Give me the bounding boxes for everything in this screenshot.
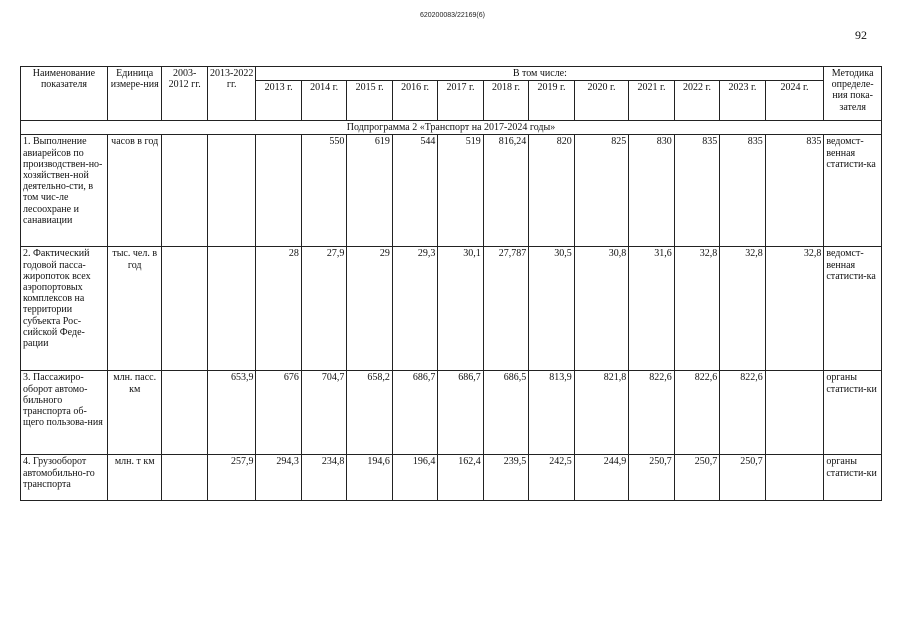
header-year-2020: 2020 г. (574, 81, 629, 121)
indicators-table (20, 66, 882, 501)
value-2015: 29 (347, 247, 392, 371)
value-2020: 825 (574, 135, 629, 247)
value-2022: 835 (674, 135, 719, 247)
header-year-2017: 2017 г. (438, 81, 483, 121)
value-2003-2012 (162, 135, 207, 247)
value-2013-2022 (207, 135, 256, 247)
value-2016: 686,7 (392, 371, 437, 455)
value-2024: 32,8 (765, 247, 824, 371)
value-2013: 28 (256, 247, 301, 371)
value-2015: 658,2 (347, 371, 392, 455)
header-method: Методика определе-ния пока-зателя (824, 67, 882, 121)
value-2016: 196,4 (392, 455, 437, 501)
value-2022: 250,7 (674, 455, 719, 501)
value-2003-2012 (162, 371, 207, 455)
value-2023: 32,8 (720, 247, 765, 371)
value-2021: 830 (629, 135, 674, 247)
value-2022: 822,6 (674, 371, 719, 455)
header-name: Наименование показателя (21, 67, 108, 121)
value-2019: 242,5 (529, 455, 574, 501)
header-year-2013: 2013 г. (256, 81, 301, 121)
indicator-method: органы статисти-ки (824, 455, 882, 501)
header-year-2014: 2014 г. (301, 81, 346, 121)
value-2020: 244,9 (574, 455, 629, 501)
value-2019: 30,5 (529, 247, 574, 371)
subprogram-title: Подпрограмма 2 «Транспорт на 2017-2024 годы» (21, 121, 882, 135)
value-2018: 816,24 (483, 135, 528, 247)
header-unit: Единица измере-ния (107, 67, 162, 121)
value-2013-2022: 257,9 (207, 455, 256, 501)
table-row (21, 455, 882, 501)
value-2024: 835 (765, 135, 824, 247)
value-2019: 813,9 (529, 371, 574, 455)
page-number: 92 (855, 28, 867, 42)
table-row (21, 135, 882, 247)
value-2023: 822,6 (720, 371, 765, 455)
value-2021: 822,6 (629, 371, 674, 455)
value-2023: 250,7 (720, 455, 765, 501)
value-2017: 686,7 (438, 371, 483, 455)
value-2013-2022: 653,9 (207, 371, 256, 455)
header-year-2015: 2015 г. (347, 81, 392, 121)
value-2024 (765, 455, 824, 501)
indicator-unit: млн. пасс. км (107, 371, 162, 455)
value-2016: 544 (392, 135, 437, 247)
header-year-2018: 2018 г. (483, 81, 528, 121)
indicator-unit: тыс. чел. в год (107, 247, 162, 371)
value-2015: 619 (347, 135, 392, 247)
value-2003-2012 (162, 247, 207, 371)
value-2019: 820 (529, 135, 574, 247)
header-period-2003-2012: 2003-2012 гг. (162, 67, 207, 121)
indicator-name: 4. Грузооборот автомобильно-го транспорта (21, 455, 108, 501)
value-2018: 686,5 (483, 371, 528, 455)
header-year-2022: 2022 г. (674, 81, 719, 121)
indicator-name: 3. Пассажиро-оборот автомо-бильного транспорта об-щего пользова-ния (21, 371, 108, 455)
indicator-unit: млн. т км (107, 455, 162, 501)
value-2021: 250,7 (629, 455, 674, 501)
header-year-2021: 2021 г. (629, 81, 674, 121)
value-2013: 294,3 (256, 455, 301, 501)
header-year-2016: 2016 г. (392, 81, 437, 121)
value-2016: 29,3 (392, 247, 437, 371)
header-year-2019: 2019 г. (529, 81, 574, 121)
value-2023: 835 (720, 135, 765, 247)
value-2020: 30,8 (574, 247, 629, 371)
value-2017: 162,4 (438, 455, 483, 501)
value-2020: 821,8 (574, 371, 629, 455)
value-2014: 234,8 (301, 455, 346, 501)
indicator-name: 2. Фактический годовой пасса-жиропоток всех аэропортовых комплексов на территории субъекта Рос-сийской Феде-рации (21, 247, 108, 371)
value-2013: 676 (256, 371, 301, 455)
value-2018: 239,5 (483, 455, 528, 501)
value-2015: 194,6 (347, 455, 392, 501)
value-2024 (765, 371, 824, 455)
indicator-method: ведомст-венная статисти-ка (824, 247, 882, 371)
value-2017: 519 (438, 135, 483, 247)
value-2014: 550 (301, 135, 346, 247)
value-2013-2022 (207, 247, 256, 371)
indicator-method: органы статисти-ки (824, 371, 882, 455)
header-including: В том числе: (256, 67, 824, 81)
table-row (21, 247, 882, 371)
header-period-2013-2022: 2013-2022 гг. (207, 67, 256, 121)
header-year-2023: 2023 г. (720, 81, 765, 121)
value-2021: 31,6 (629, 247, 674, 371)
indicator-name: 1. Выполнение авиарейсов по производствен-но-хозяйствен-ной деятельно-сти, в том чис-ле лесоохране и санавиации (21, 135, 108, 247)
document-id: 620200083/22169(6) (419, 12, 485, 19)
value-2003-2012 (162, 455, 207, 501)
value-2014: 704,7 (301, 371, 346, 455)
indicator-method: ведомст-венная статисти-ка (824, 135, 882, 247)
header-year-2024: 2024 г. (765, 81, 824, 121)
indicator-unit: часов в год (107, 135, 162, 247)
table-row (21, 371, 882, 455)
value-2014: 27,9 (301, 247, 346, 371)
value-2018: 27,787 (483, 247, 528, 371)
value-2013 (256, 135, 301, 247)
value-2022: 32,8 (674, 247, 719, 371)
value-2017: 30,1 (438, 247, 483, 371)
